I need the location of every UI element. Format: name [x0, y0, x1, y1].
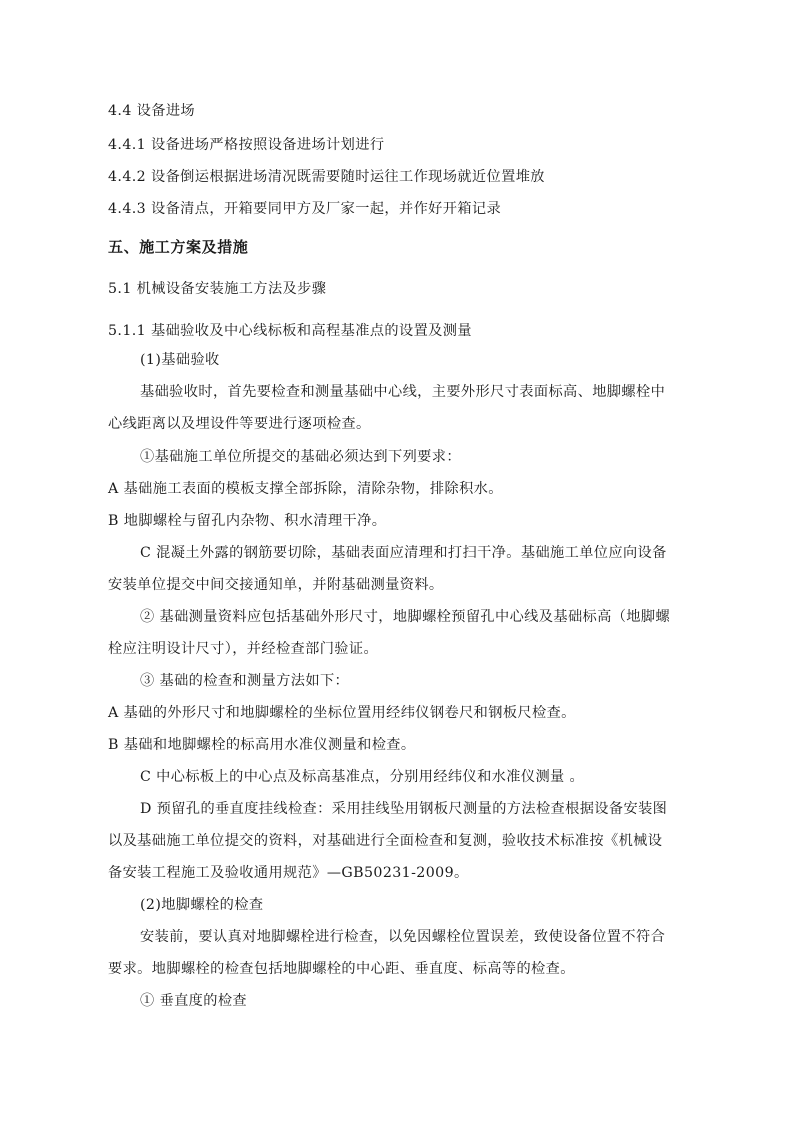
requirement-3-text: ③ 基础的检查和测量方法如下： [140, 673, 350, 689]
requirement-1-a: A 基础施工表面的模板支撑全部拆除，清除杂物，排除积水。 [108, 481, 503, 497]
requirement-3-b: B 基础和地脚螺栓的标高用水准仪测量和检查。 [108, 737, 416, 753]
item-2-paragraph-line-1: 安装前，要认真对地脚螺栓进行检查，以免因螺栓位置误差，致使设备位置不符合 [140, 929, 666, 945]
requirement-1-text: ①基础施工单位所提交的基础必须达到下列要求： [140, 449, 461, 465]
requirement-3-d-line-1: D 预留孔的垂直度挂线检查：采用挂线坠用钢板尺测量的方法检查根据设备安装图 [140, 801, 668, 817]
requirement-3-a: A 基础的外形尺寸和地脚螺栓的坐标位置用经纬仪钢卷尺和钢板尺检查。 [108, 705, 576, 721]
section-5-1-1-heading: 5.1.1 基础验收及中心线标板和高程基准点的设置及测量 [108, 323, 472, 339]
section-4-4-2-text: 4.4.2 设备倒运根据进场清况既需要随时运往工作现场就近位置堆放 [108, 169, 545, 185]
section-4-4-3-text: 4.4.3 设备清点，开箱要同甲方及厂家一起，并作好开箱记录 [108, 201, 502, 217]
item-2-paragraph-line-2: 要求。地脚螺栓的检查包括地脚螺栓的中心距、垂直度、标高等的检查。 [108, 961, 575, 977]
requirement-3-d-line-2: 以及基础施工单位提交的资料，对基础进行全面检查和复测，验收技术标准按《机械设 [108, 833, 663, 849]
requirement-2-line-2: 栓应注明设计尺寸），并经检查部门验证。 [108, 641, 379, 657]
section-4-4-heading: 4.4 设备进场 [108, 103, 196, 119]
item-2-check-1: ① 垂直度的检查 [140, 993, 248, 1009]
item-2-title: (2)地脚螺栓的检查 [140, 897, 264, 913]
requirement-2-line-1: ② 基础测量资料应包括基础外形尺寸，地脚螺栓预留孔中心线及基础标高（地脚螺 [140, 609, 671, 625]
requirement-3-d-line-3: 备安装工程施工及验收通用规范》—GB50231-2009。 [108, 865, 469, 881]
requirement-1-c-line-2: 安装单位提交中间交接通知单，并附基础测量资料。 [108, 577, 444, 593]
chapter-5-heading: 五、施工方案及措施 [108, 238, 249, 256]
section-5-1-heading: 5.1 机械设备安装施工方法及步骤 [108, 281, 327, 297]
item-1-title: (1)基础验收 [140, 352, 220, 368]
requirement-1-b: B 地脚螺栓与留孔内杂物、积水清理干净。 [108, 513, 387, 529]
item-1-paragraph-line-1: 基础验收时，首先要检查和测量基础中心线，主要外形尺寸表面标高、地脚螺栓中 [140, 384, 666, 400]
requirement-3-c: C 中心标板上的中心点及标高基准点，分别用经纬仪和水准仪测量 。 [140, 769, 585, 785]
section-4-4-1-text: 4.4.1 设备进场严格按照设备进场计划进行 [108, 137, 385, 153]
item-1-paragraph-line-2: 心线距离以及埋设件等要进行逐项检查。 [108, 416, 371, 432]
requirement-1-c-line-1: C 混凝土外露的钢筋要切除，基础表面应清理和打扫干净。基础施工单位应向设备 [140, 545, 667, 561]
